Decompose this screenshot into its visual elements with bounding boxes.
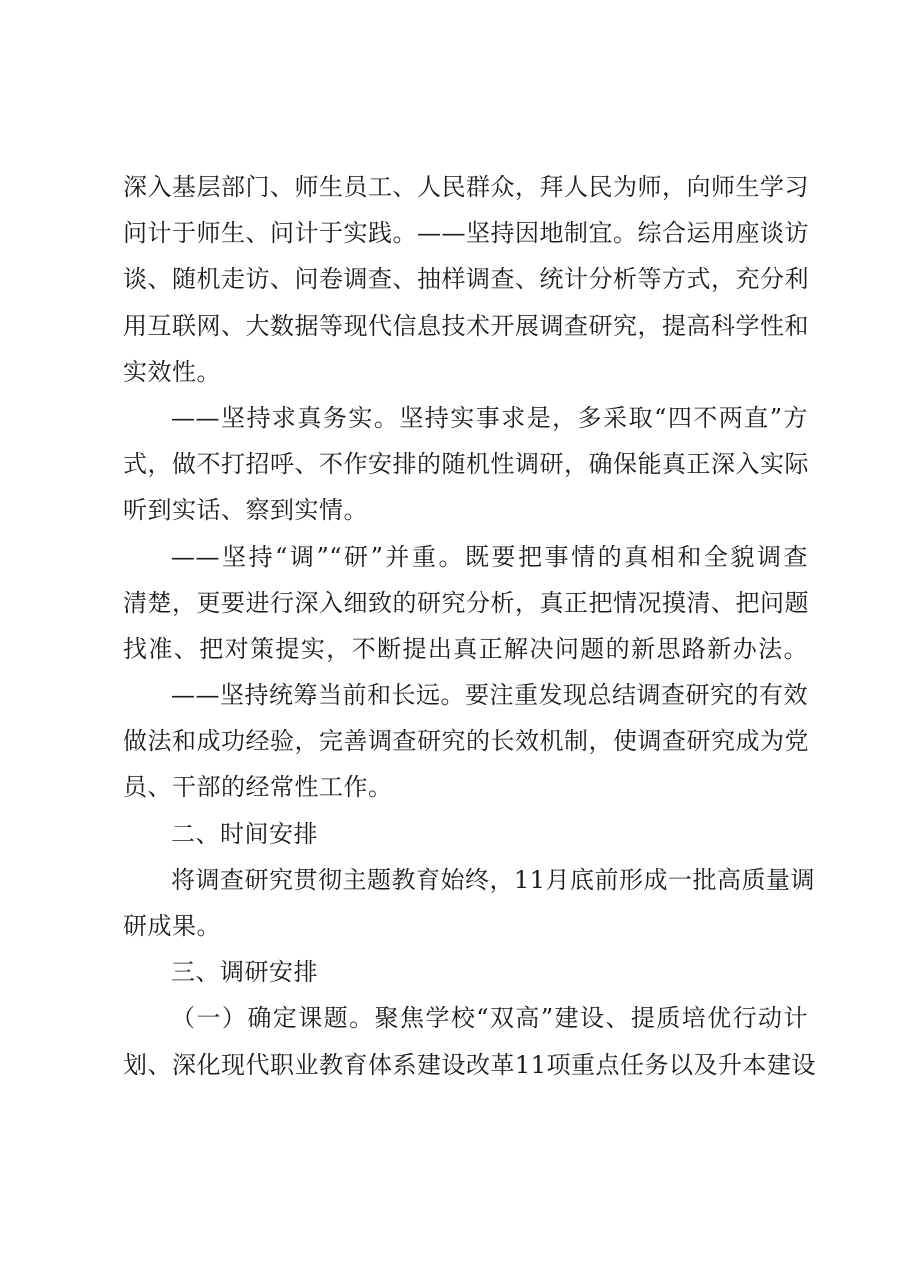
text-line: 三、调研安排	[171, 958, 318, 987]
text-line: 研成果。	[123, 912, 221, 940]
text-line: （一）确定课题。聚焦学校“双高”建设、提质培优行动计	[171, 1004, 808, 1033]
text-line: 实效性。	[123, 357, 221, 386]
text-line: 二、时间安排	[171, 819, 318, 848]
text-line: 员、干部的经常性工作。	[123, 773, 393, 802]
text-line: ——坚持统筹当前和长远。要注重发现总结调查研究的有效	[171, 681, 808, 710]
text-line: 听到实话、察到实情。	[123, 496, 368, 525]
text-line: 深入基层部门、师生员工、人民群众，拜人民为师，向师生学习	[123, 173, 809, 201]
text-line: ——坚持求真务实。坚持实事求是，多采取“四不两直”方	[171, 403, 808, 432]
text-line: 问计于师生、问计于实践。——坚持因地制宜。综合运用座谈访	[123, 219, 809, 248]
text-line: 将调查研究贯彻主题教育始终，11月底前形成一批高质量调	[171, 865, 816, 894]
text-line: ——坚持“调”“研”并重。既要把事情的真相和全貌调查	[171, 542, 808, 571]
text-line: 划、深化现代职业教育体系建设改革11项重点任务以及升本建设	[123, 1050, 817, 1079]
text-line: 式，做不打招呼、不作安排的随机性调研，确保能真正深入实际	[123, 450, 809, 479]
text-line: 谈、随机走访、问卷调查、抽样调查、统计分析等方式，充分利	[123, 265, 809, 294]
text-line: 做法和成功经验，完善调查研究的长效机制，使调查研究成为党	[123, 727, 809, 756]
text-line: 清楚，更要进行深入细致的研究分析，真正把情况摸清、把问题	[123, 588, 809, 617]
document-body	[123, 164, 817, 1088]
text-line: 找准、把对策提实，不断提出真正解决问题的新思路新办法。	[123, 634, 808, 663]
text-line: 用互联网、大数据等现代信息技术开展调查研究，提高科学性和	[123, 311, 809, 340]
